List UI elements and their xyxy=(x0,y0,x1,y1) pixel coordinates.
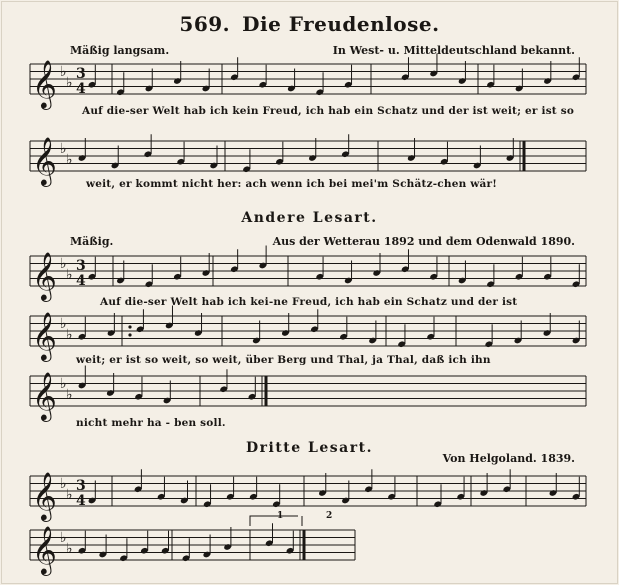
flat-icon: ♭ xyxy=(60,256,67,272)
tempo-marking-2: Mäßig. xyxy=(70,235,114,248)
flat-icon: ♭ xyxy=(66,487,73,503)
volta-bracket-1 xyxy=(250,516,298,526)
flat-icon: ♭ xyxy=(66,267,73,283)
treble-clef-icon: 𝄞 xyxy=(32,371,57,420)
treble-clef-icon: 𝄞 xyxy=(32,59,57,108)
flat-icon: ♭ xyxy=(66,75,73,91)
page-border xyxy=(2,2,618,584)
repeat-dot xyxy=(128,333,131,336)
staff-group xyxy=(2,2,618,584)
time-signature-numerator: 3 xyxy=(76,258,86,274)
time-signature-denominator: 4 xyxy=(76,493,86,509)
source-note-1: In West- u. Mitteldeutschland bekannt. xyxy=(332,44,575,57)
volta-2-label: 2 xyxy=(326,511,333,521)
lyrics-line: weit; er ist so weit, so weit, über Berg und Thal, ja Thal, daß ich ihn xyxy=(76,354,491,366)
treble-clef-icon: 𝄞 xyxy=(32,471,57,520)
song-number: 569. xyxy=(179,12,231,36)
treble-clef-icon: 𝄞 xyxy=(32,311,57,360)
flat-icon: ♭ xyxy=(60,530,67,546)
treble-clef-icon: 𝄞 xyxy=(32,251,57,300)
time-signature-numerator: 3 xyxy=(76,66,86,82)
repeat-dot xyxy=(128,325,131,328)
flat-icon: ♭ xyxy=(66,327,73,343)
lyrics-line: weit, er kommt nicht her: ach wenn ich bei mei'm Schätz-chen wär! xyxy=(86,178,498,190)
time-signature-denominator: 4 xyxy=(76,81,86,97)
lyrics-line: Auf die-ser Welt hab ich kein Freud, ich hab ein Schatz und der ist weit; er ist so xyxy=(82,105,575,117)
flat-icon: ♭ xyxy=(66,152,73,168)
flat-icon: ♭ xyxy=(60,141,67,157)
section-heading-3: Dritte Lesart. xyxy=(246,440,373,456)
source-note-2: Aus der Wetterau 1892 und dem Odenwald 1890. xyxy=(272,235,575,248)
flat-icon: ♭ xyxy=(60,376,67,392)
flat-icon: ♭ xyxy=(66,541,73,557)
treble-clef-icon: 𝄞 xyxy=(32,136,57,185)
section-heading-2: Andere Lesart. xyxy=(241,210,378,226)
lyrics-line: nicht mehr ha - ben soll. xyxy=(76,417,226,429)
flat-icon: ♭ xyxy=(60,316,67,332)
flat-icon: ♭ xyxy=(60,64,67,80)
flat-icon: ♭ xyxy=(66,387,73,403)
time-signature-denominator: 4 xyxy=(76,273,86,289)
source-note-3: Von Helgoland. 1839. xyxy=(442,452,575,465)
lyrics-line: Auf die-ser Welt hab ich kei-ne Freud, ich hab ein Schatz und der ist xyxy=(100,296,518,308)
tempo-marking-1: Mäßig langsam. xyxy=(70,44,170,57)
treble-clef-icon: 𝄞 xyxy=(32,525,57,574)
flat-icon: ♭ xyxy=(60,476,67,492)
song-name: Die Freudenlose. xyxy=(242,12,440,36)
time-signature-numerator: 3 xyxy=(76,478,86,494)
volta-1-label: 1 xyxy=(277,511,284,521)
